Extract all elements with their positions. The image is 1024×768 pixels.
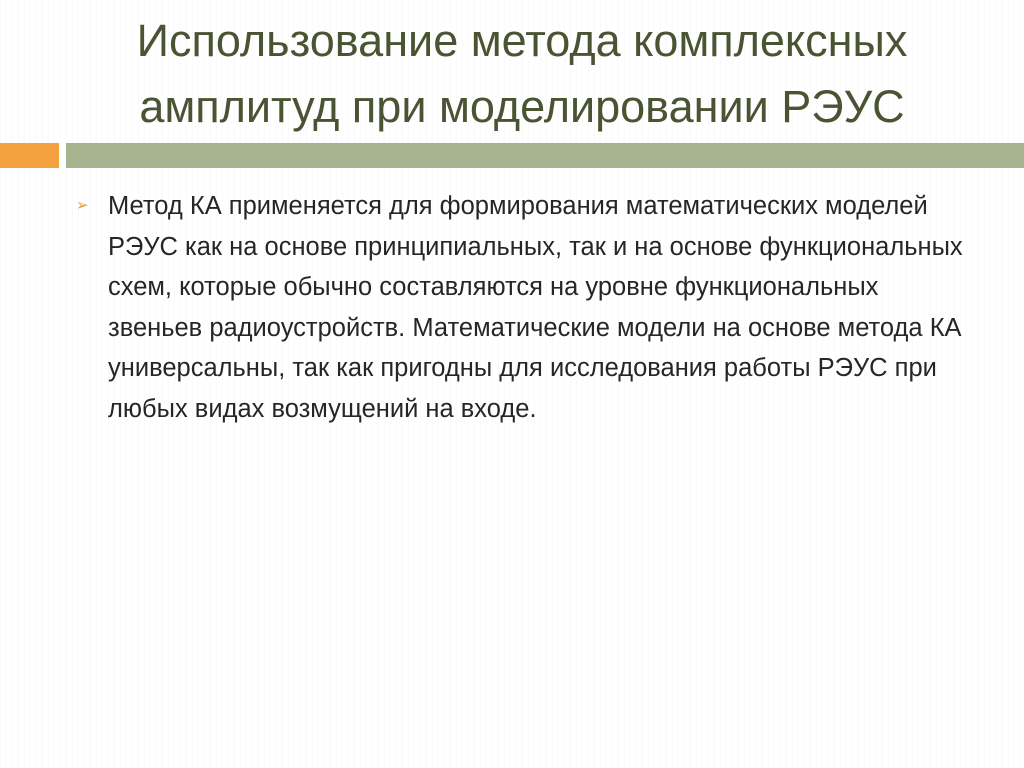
title-divider-bar xyxy=(66,143,1024,168)
bullet-list xyxy=(76,186,976,429)
bullet-text: Метод КА применяется для формирования математических моделей РЭУС как на основе принципиальных, так и на основе функциональных схем, которые обычно составляются на уровне функциональных звеньев радиоустройств. Математические модели на основе метода КА универсальны, так как пригодны для исследования работы РЭУС при любых видах возмущений на входе. xyxy=(108,192,963,423)
arrow-bullet-icon: ➢ xyxy=(76,197,89,214)
slide-title: Использование метода комплексных амплитуд при моделировании РЭУС xyxy=(136,15,908,132)
title-divider-accent xyxy=(0,143,59,168)
bullet-item xyxy=(76,186,976,429)
